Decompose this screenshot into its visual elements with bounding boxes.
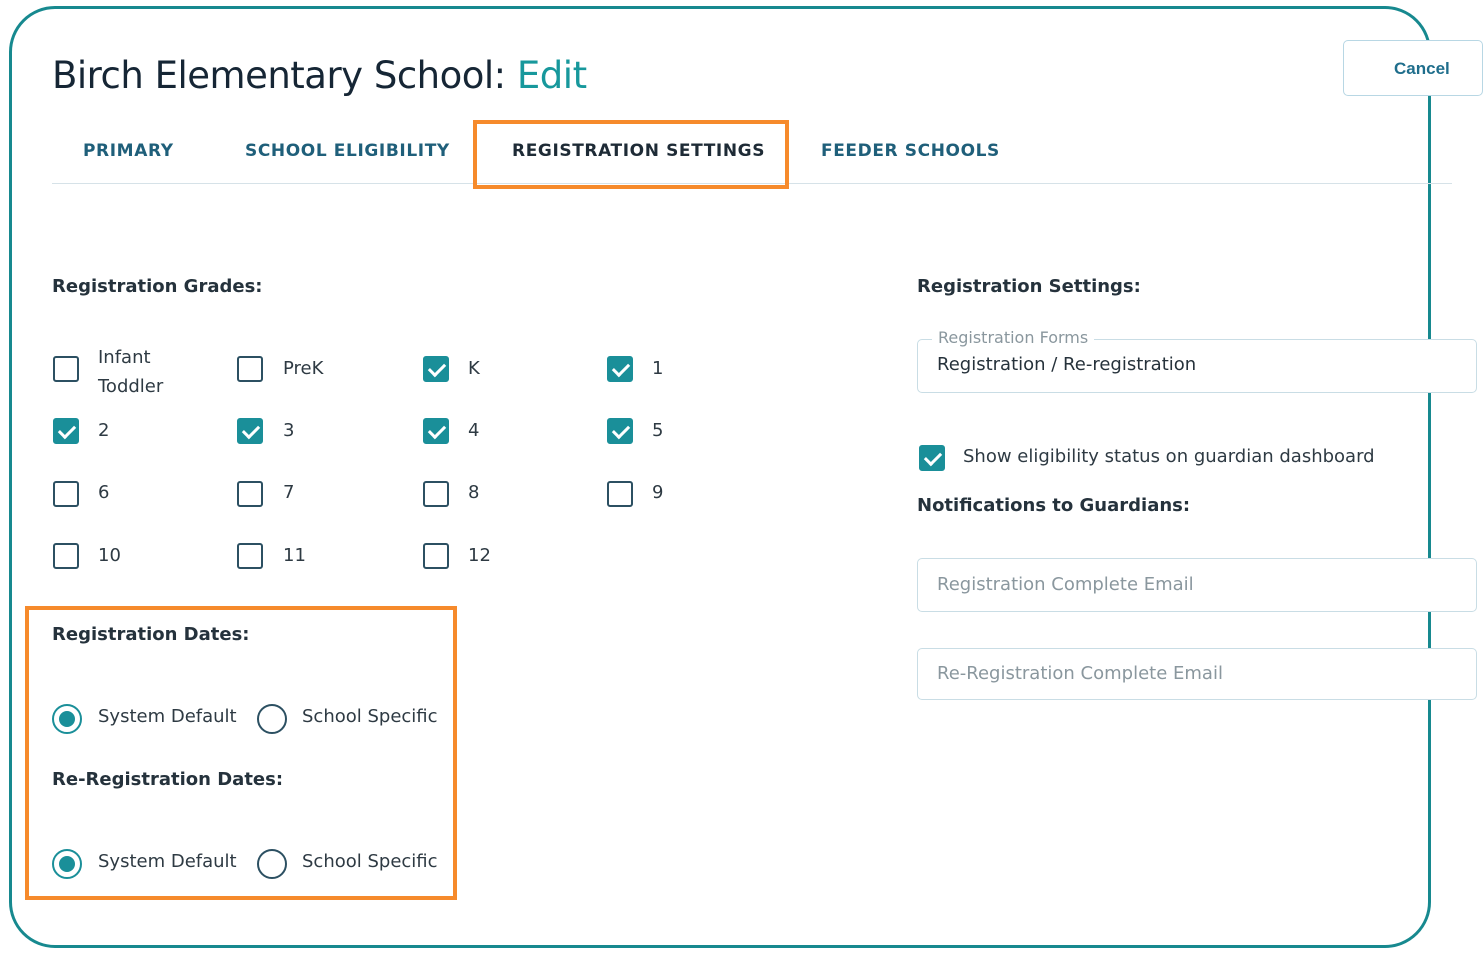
- reregistration-complete-email-field[interactable]: [917, 648, 1477, 700]
- grade-label-infant-toddler-line1: Infant: [98, 347, 151, 368]
- grade-label-1: 1: [652, 358, 664, 379]
- grade-checkbox-12[interactable]: [423, 543, 449, 569]
- grade-label-4: 4: [468, 420, 480, 441]
- registration-settings-label: Registration Settings:: [917, 276, 1141, 297]
- reregistration-dates-label: Re-Registration Dates:: [52, 769, 284, 790]
- grade-label-k: K: [468, 358, 480, 379]
- show-eligibility-checkbox[interactable]: [919, 445, 945, 471]
- grade-label-infant-toddler: [98, 343, 163, 401]
- grade-checkbox-7[interactable]: [237, 481, 263, 507]
- registration-grades-label: Registration Grades:: [52, 276, 263, 297]
- reregistration-dates-system-default-label: System Default: [98, 851, 237, 872]
- grade-checkbox-4[interactable]: [423, 418, 449, 444]
- grade-label-prek: PreK: [283, 358, 324, 379]
- tab-feeder-schools[interactable]: FEEDER SCHOOLS: [821, 141, 1000, 161]
- tabs-divider: [52, 183, 1452, 184]
- grade-checkbox-8[interactable]: [423, 481, 449, 507]
- registration-forms-select[interactable]: [917, 328, 1477, 393]
- tab-registration-settings[interactable]: REGISTRATION SETTINGS: [512, 141, 766, 161]
- grade-checkbox-k[interactable]: [423, 356, 449, 382]
- grade-checkbox-infant-toddler[interactable]: [53, 356, 79, 382]
- app-window: [9, 6, 1450, 948]
- grade-checkbox-10[interactable]: [53, 543, 79, 569]
- grade-label-11: 11: [283, 545, 306, 566]
- registration-dates-system-default-label: System Default: [98, 706, 237, 727]
- grade-checkbox-prek[interactable]: [237, 356, 263, 382]
- show-eligibility-label: Show eligibility status on guardian dashboard: [963, 446, 1375, 467]
- grade-label-8: 8: [468, 482, 480, 503]
- grade-checkbox-2[interactable]: [53, 418, 79, 444]
- tab-primary[interactable]: PRIMARY: [83, 141, 174, 161]
- grade-label-9: 9: [652, 482, 664, 503]
- registration-dates-label: Registration Dates:: [52, 624, 250, 645]
- registration-dates-system-default-radio[interactable]: [52, 704, 82, 734]
- tab-school-eligibility[interactable]: SCHOOL ELIGIBILITY: [245, 141, 450, 161]
- grade-label-3: 3: [283, 420, 295, 441]
- page-title: [52, 54, 587, 97]
- registration-forms-value: Registration / Re-registration: [937, 354, 1197, 375]
- grade-label-7: 7: [283, 482, 295, 503]
- reregistration-complete-email-placeholder: Re-Registration Complete Email: [937, 663, 1223, 684]
- cancel-button[interactable]: Cancel: [1343, 40, 1483, 96]
- registration-forms-legend: Registration Forms: [932, 328, 1094, 347]
- page-title-mode: Edit: [516, 54, 587, 97]
- grade-label-2: 2: [98, 420, 110, 441]
- grade-label-10: 10: [98, 545, 121, 566]
- registration-dates-school-specific-radio[interactable]: [257, 704, 287, 734]
- registration-complete-email-placeholder: Registration Complete Email: [937, 574, 1194, 595]
- grade-label-6: 6: [98, 482, 110, 503]
- grade-checkbox-11[interactable]: [237, 543, 263, 569]
- grade-label-infant-toddler-line2: Toddler: [98, 376, 164, 397]
- reregistration-dates-school-specific-label: School Specific: [302, 851, 438, 872]
- page-title-text: Birch Elementary School:: [52, 54, 506, 97]
- registration-dates-school-specific-label: School Specific: [302, 706, 438, 727]
- reregistration-dates-school-specific-radio[interactable]: [257, 849, 287, 879]
- grade-checkbox-3[interactable]: [237, 418, 263, 444]
- grade-checkbox-9[interactable]: [607, 481, 633, 507]
- registration-complete-email-field[interactable]: [917, 558, 1477, 612]
- grade-label-5: 5: [652, 420, 664, 441]
- grade-label-12: 12: [468, 545, 491, 566]
- grade-checkbox-1[interactable]: [607, 356, 633, 382]
- grade-checkbox-6[interactable]: [53, 481, 79, 507]
- reregistration-dates-system-default-radio[interactable]: [52, 849, 82, 879]
- notifications-label: Notifications to Guardians:: [917, 495, 1191, 516]
- grade-checkbox-5[interactable]: [607, 418, 633, 444]
